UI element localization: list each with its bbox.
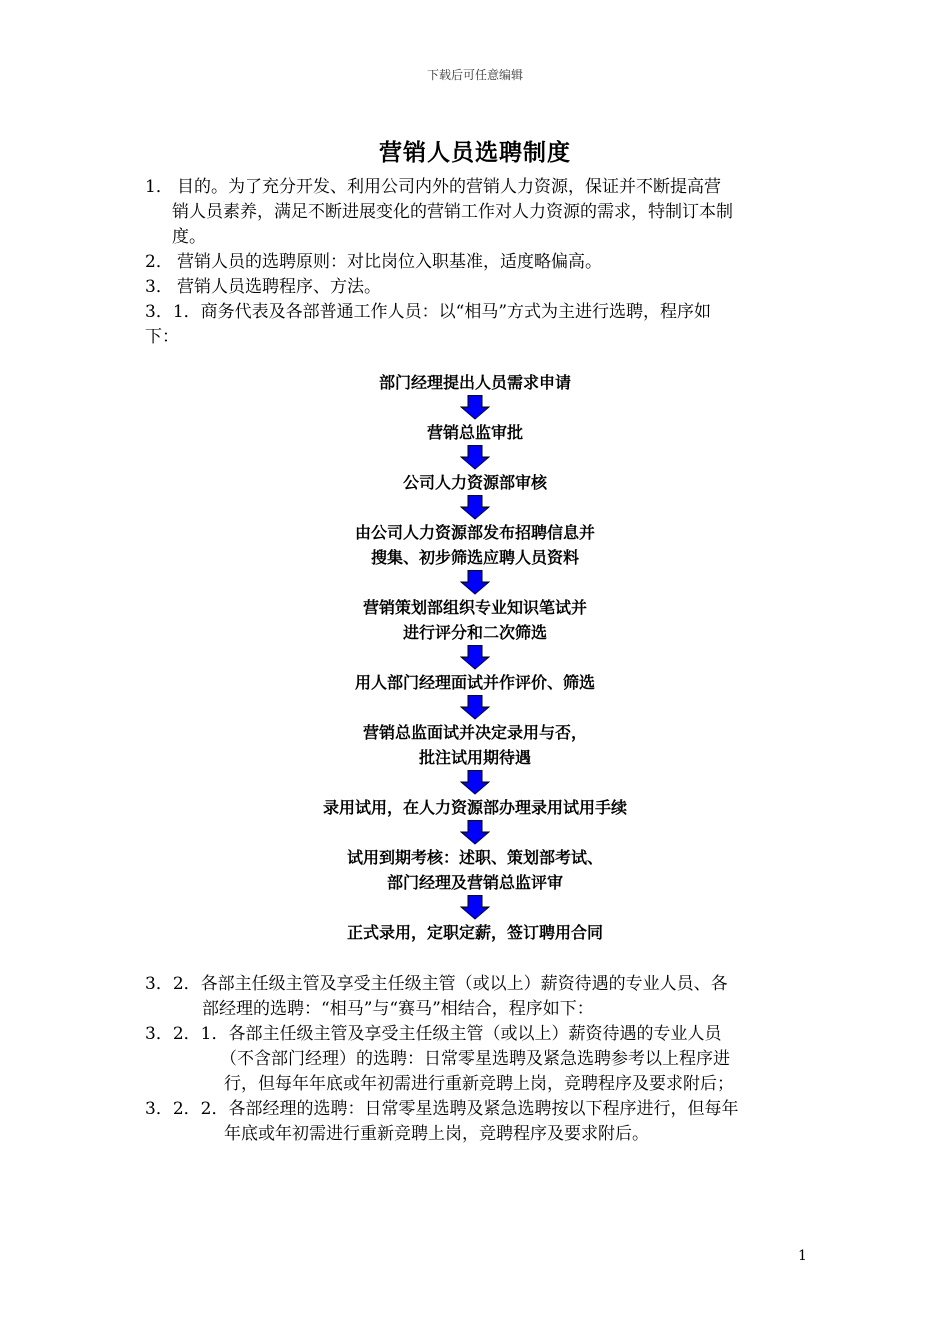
flow-step-8-line-1: 录用试用，在人力资源部办理录用试用手续 bbox=[322, 798, 627, 817]
section-1-number: 1． bbox=[145, 177, 173, 197]
down-arrow-icon bbox=[460, 695, 490, 720]
section-3-2-1-line-2: （不含部门经理）的选聘：日常零星选聘及紧急选聘参考以上程序进 bbox=[220, 1049, 730, 1069]
flow-step-1-line-1: 部门经理提出人员需求申请 bbox=[378, 373, 571, 392]
page-number: 1 bbox=[798, 1248, 807, 1264]
section-3-number: 3． bbox=[145, 277, 173, 297]
down-arrow-icon bbox=[460, 495, 490, 520]
down-arrow-icon bbox=[460, 645, 490, 670]
flow-step-2-line-1: 营销总监审批 bbox=[426, 423, 523, 442]
section-3-1-line-2: 下： bbox=[145, 327, 179, 347]
flow-step-9-line-1: 试用到期考核：述职、策划部考试、 bbox=[346, 848, 603, 867]
section-2-number: 2． bbox=[145, 252, 173, 272]
header-note: 下载后可任意编辑 bbox=[426, 68, 523, 82]
section-1-line-3: 度。 bbox=[172, 227, 206, 247]
section-3-2-line-2: 部经理的选聘：“相马”与“赛马”相结合，程序如下： bbox=[202, 999, 594, 1019]
section-3-2-1-line-3: 行，但每年年底或年初需进行重新竞聘上岗，竞聘程序及要求附后； bbox=[224, 1074, 734, 1094]
down-arrow-icon bbox=[460, 895, 490, 920]
flow-step-6-line-1: 用人部门经理面试并作评价、筛选 bbox=[354, 673, 595, 692]
flow-step-7-line-1: 营销总监面试并决定录用与否， bbox=[362, 723, 587, 742]
down-arrow-icon bbox=[460, 770, 490, 795]
flow-step-5-line-2: 进行评分和二次筛选 bbox=[402, 623, 547, 642]
flow-step-9-line-2: 部门经理及营销总监评审 bbox=[386, 873, 563, 892]
page-title: 营销人员选聘制度 bbox=[379, 140, 571, 166]
flow-step-5-line-1: 营销策划部组织专业知识笔试并 bbox=[362, 598, 587, 617]
flow-step-10-line-1: 正式录用，定职定薪，签订聘用合同 bbox=[346, 923, 603, 942]
section-3-2-1-line-1: 3．2．1．各部主任级主管及享受主任级主管（或以上）薪资待遇的专业人员 bbox=[145, 1024, 722, 1044]
flow-step-4-line-2: 搜集、初步筛选应聘人员资料 bbox=[370, 548, 579, 567]
section-2-text: 营销人员的选聘原则：对比岗位入职基准，适度略偏高。 bbox=[177, 252, 602, 272]
flow-step-4-line-1: 由公司人力资源部发布招聘信息并 bbox=[354, 523, 595, 542]
down-arrow-icon bbox=[460, 570, 490, 595]
recruitment-flowchart bbox=[270, 370, 680, 945]
down-arrow-icon bbox=[460, 820, 490, 845]
section-3-2-2-line-1: 3．2．2．各部经理的选聘：日常零星选聘及紧急选聘按以下程序进行，但每年 bbox=[145, 1099, 739, 1119]
down-arrow-icon bbox=[460, 395, 490, 420]
flow-step-3-line-1: 公司人力资源部审核 bbox=[402, 473, 547, 492]
section-3-text: 营销人员选聘程序、方法。 bbox=[177, 277, 381, 297]
down-arrow-icon bbox=[460, 445, 490, 470]
section-3-2-line-1: 3．2．各部主任级主管及享受主任级主管（或以上）薪资待遇的专业人员、各 bbox=[145, 974, 728, 994]
section-3-2-2-line-2: 年底或年初需进行重新竞聘上岗，竞聘程序及要求附后。 bbox=[224, 1124, 649, 1144]
flow-step-7-line-2: 批注试用期待遇 bbox=[418, 748, 531, 767]
section-1-line-2: 销人员素养，满足不断进展变化的营销工作对人力资源的需求，特制订本制 bbox=[172, 202, 733, 222]
section-1-line-1: 目的。为了充分开发、利用公司内外的营销人力资源，保证并不断提高营 bbox=[177, 177, 721, 197]
section-3-1-line-1: 3．1．商务代表及各部普通工作人员：以“相马”方式为主进行选聘，程序如 bbox=[145, 302, 712, 322]
